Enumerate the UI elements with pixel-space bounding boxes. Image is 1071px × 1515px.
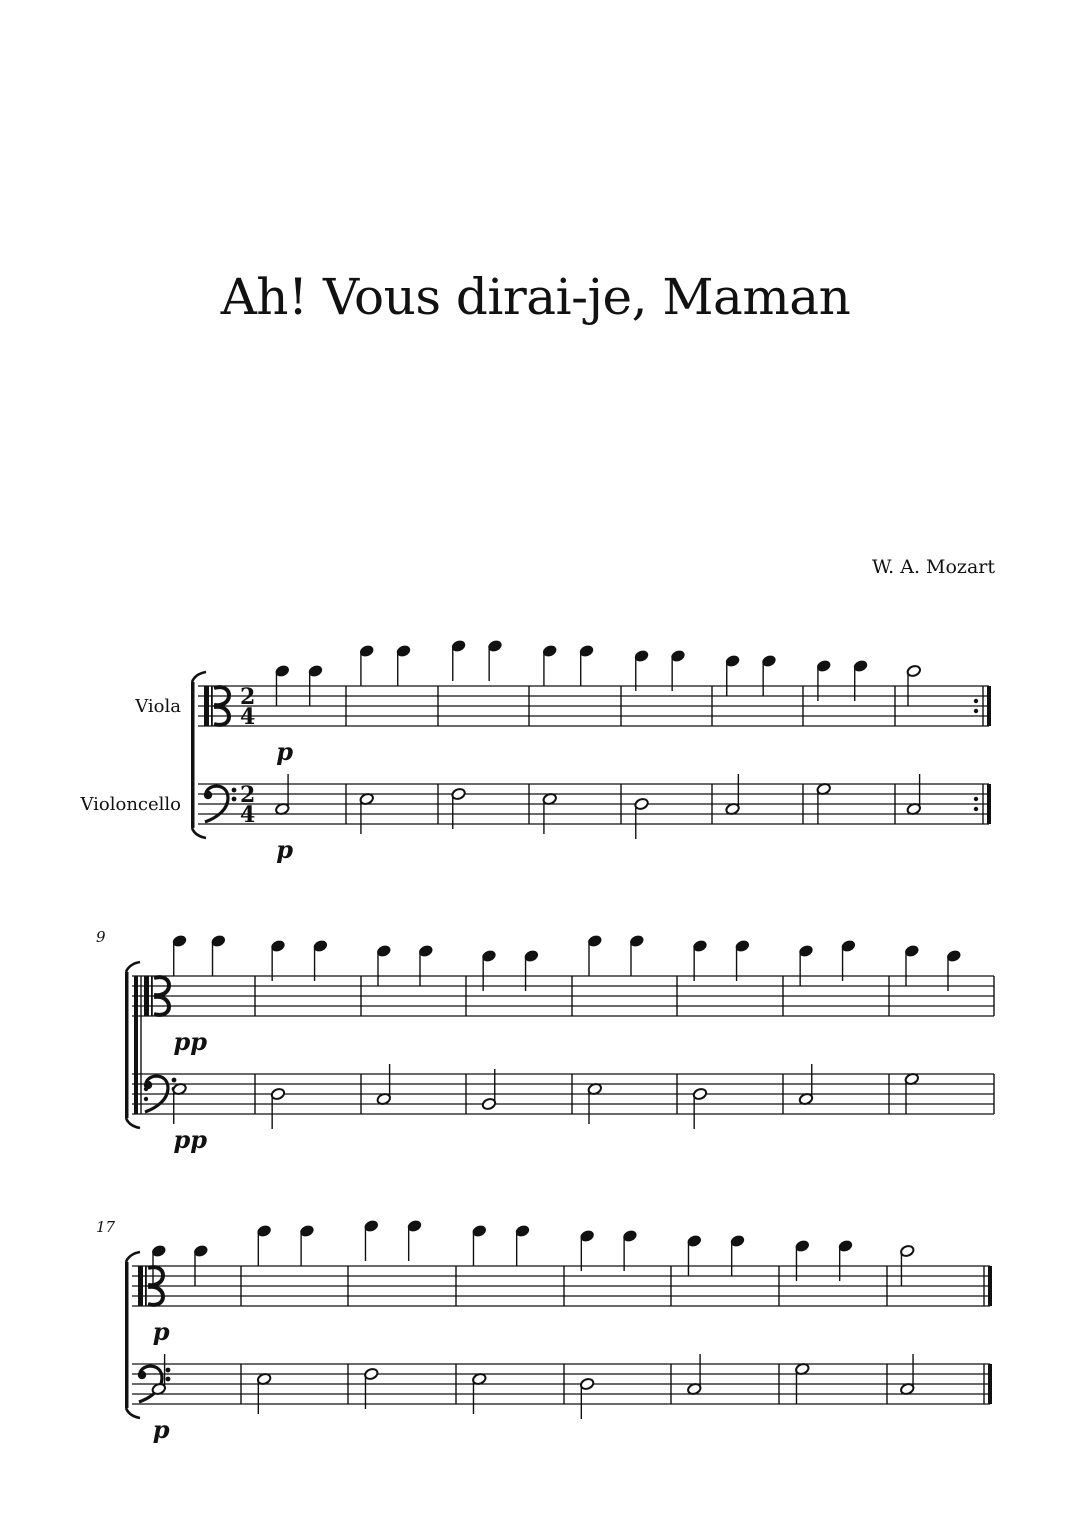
- cello-half-note: [725, 774, 740, 816]
- viola-quarter-note: [629, 934, 644, 976]
- cello-half-note: [451, 787, 466, 829]
- bass-clef-head: [204, 791, 212, 799]
- viola-dynamic-marking: pp: [173, 1027, 208, 1056]
- system-bracket: [191, 682, 195, 828]
- viola-quarter-note: [407, 1219, 422, 1261]
- bracket-top-hook: [126, 962, 140, 972]
- time-signature-denominator: 4: [240, 802, 256, 828]
- alto-clef-thick-bar: [144, 976, 149, 1016]
- viola-quarter-note: [838, 1239, 853, 1281]
- viola-quarter-note: [730, 1234, 745, 1276]
- instrument-label-viola: Viola: [135, 696, 181, 717]
- viola-quarter-note: [542, 644, 557, 686]
- cello-half-note: [472, 1372, 487, 1414]
- alto-clef-thin-bar: [145, 1266, 147, 1306]
- viola-half-note: [906, 664, 921, 706]
- viola-quarter-note: [816, 659, 831, 701]
- cello-half-note: [481, 1069, 496, 1111]
- bass-clef-dot: [172, 1078, 177, 1083]
- cello-half-note: [359, 792, 374, 834]
- cello-half-note: [579, 1377, 594, 1419]
- cello-dynamic-marking: pp: [173, 1125, 208, 1154]
- viola-quarter-note: [313, 939, 328, 981]
- cello-dynamic-marking: p: [276, 835, 294, 864]
- viola-quarter-note: [798, 944, 813, 986]
- viola-staff: [198, 686, 989, 726]
- bass-clef-dot: [232, 788, 237, 793]
- cello-half-note: [270, 1087, 285, 1129]
- repeat-dot: [974, 797, 978, 801]
- viola-staff: [132, 1266, 990, 1306]
- viola-quarter-note: [193, 1244, 208, 1286]
- bracket-top-hook: [126, 1252, 140, 1262]
- instrument-label-violoncello: Violoncello: [80, 794, 181, 815]
- cello-half-note: [795, 1362, 810, 1404]
- viola-quarter-note: [376, 944, 391, 986]
- viola-dynamic-marking: p: [276, 737, 294, 766]
- viola-quarter-note: [579, 644, 594, 686]
- viola-quarter-note: [853, 659, 868, 701]
- measure-number: 17: [96, 1218, 116, 1236]
- cello-half-note: [634, 797, 649, 839]
- viola-quarter-note: [275, 664, 290, 706]
- bass-clef-dot: [166, 1377, 171, 1382]
- bracket-bottom-hook: [192, 828, 206, 838]
- bracket-bottom-hook: [126, 1118, 140, 1128]
- composer-name: W. A. Mozart: [871, 556, 995, 578]
- cello-half-note: [904, 1072, 919, 1114]
- viola-quarter-note: [634, 649, 649, 691]
- viola-quarter-note: [579, 1229, 594, 1271]
- cello-staff: [198, 784, 989, 824]
- cello-half-note: [692, 1087, 707, 1129]
- viola-quarter-note: [151, 1244, 166, 1286]
- viola-quarter-note: [172, 934, 187, 976]
- cello-dynamic-marking: p: [152, 1415, 170, 1444]
- cello-half-note: [151, 1354, 166, 1396]
- viola-quarter-note: [270, 939, 285, 981]
- cello-half-note: [542, 792, 557, 834]
- viola-quarter-note: [472, 1224, 487, 1266]
- cello-half-note: [900, 1354, 915, 1396]
- viola-quarter-note: [670, 649, 685, 691]
- viola-quarter-note: [692, 939, 707, 981]
- bass-clef-dot: [166, 1368, 171, 1373]
- viola-quarter-note: [622, 1229, 637, 1271]
- viola-quarter-note: [761, 654, 776, 696]
- viola-quarter-note: [299, 1224, 314, 1266]
- cello-half-note: [172, 1082, 187, 1124]
- viola-quarter-note: [735, 939, 750, 981]
- viola-quarter-note: [587, 934, 602, 976]
- viola-quarter-note: [524, 949, 539, 991]
- repeat-dot: [144, 1087, 148, 1091]
- repeat-dot: [974, 699, 978, 703]
- viola-quarter-note: [487, 639, 502, 681]
- viola-quarter-note: [396, 644, 411, 686]
- repeat-dot: [144, 1097, 148, 1101]
- system-bracket: [125, 1262, 129, 1408]
- viola-quarter-note: [451, 639, 466, 681]
- viola-quarter-note: [904, 944, 919, 986]
- repeat-dot: [144, 999, 148, 1003]
- cello-half-note: [256, 1372, 271, 1414]
- viola-quarter-note: [256, 1224, 271, 1266]
- repeat-dot: [974, 807, 978, 811]
- viola-quarter-note: [364, 1219, 379, 1261]
- cello-half-note: [816, 782, 831, 824]
- viola-dynamic-marking: p: [152, 1317, 170, 1346]
- cello-staff: [132, 1074, 994, 1114]
- time-signature-denominator: 4: [240, 704, 256, 730]
- repeat-dot: [974, 709, 978, 713]
- viola-quarter-note: [211, 934, 226, 976]
- measure-number: 9: [96, 928, 106, 946]
- viola-quarter-note: [515, 1224, 530, 1266]
- cello-half-note: [798, 1064, 813, 1106]
- system-3: [96, 1218, 992, 1444]
- viola-quarter-note: [687, 1234, 702, 1276]
- viola-quarter-note: [359, 644, 374, 686]
- viola-quarter-note: [795, 1239, 810, 1281]
- start-repeat-thick-bar: [134, 976, 138, 1114]
- system-2: [96, 928, 994, 1154]
- cello-half-note: [364, 1367, 379, 1409]
- alto-clef-thin-bar: [151, 976, 153, 1016]
- viola-quarter-note: [418, 944, 433, 986]
- score-title: Ah! Vous dirai-je, Maman: [220, 268, 851, 326]
- viola-half-note: [900, 1244, 915, 1286]
- alto-clef-thick-bar: [204, 686, 209, 726]
- cello-half-note: [587, 1082, 602, 1124]
- cello-half-note: [275, 774, 290, 816]
- viola-quarter-note: [308, 664, 323, 706]
- viola-quarter-note: [946, 949, 961, 991]
- repeat-dot: [144, 989, 148, 993]
- cello-half-note: [906, 774, 921, 816]
- alto-clef-thick-bar: [138, 1266, 143, 1306]
- cello-half-note: [376, 1064, 391, 1106]
- time-signature-numerator: 2: [240, 782, 256, 808]
- bass-clef-head: [138, 1371, 146, 1379]
- bracket-top-hook: [192, 672, 206, 682]
- viola-staff: [132, 976, 994, 1016]
- bass-clef-dot: [232, 797, 237, 802]
- cello-half-note: [687, 1354, 702, 1396]
- viola-quarter-note: [481, 949, 496, 991]
- alto-clef-thin-bar: [211, 686, 213, 726]
- viola-quarter-note: [841, 939, 856, 981]
- time-signature-numerator: 2: [240, 684, 256, 710]
- system-bracket: [125, 972, 129, 1118]
- bracket-bottom-hook: [126, 1408, 140, 1418]
- viola-quarter-note: [725, 654, 740, 696]
